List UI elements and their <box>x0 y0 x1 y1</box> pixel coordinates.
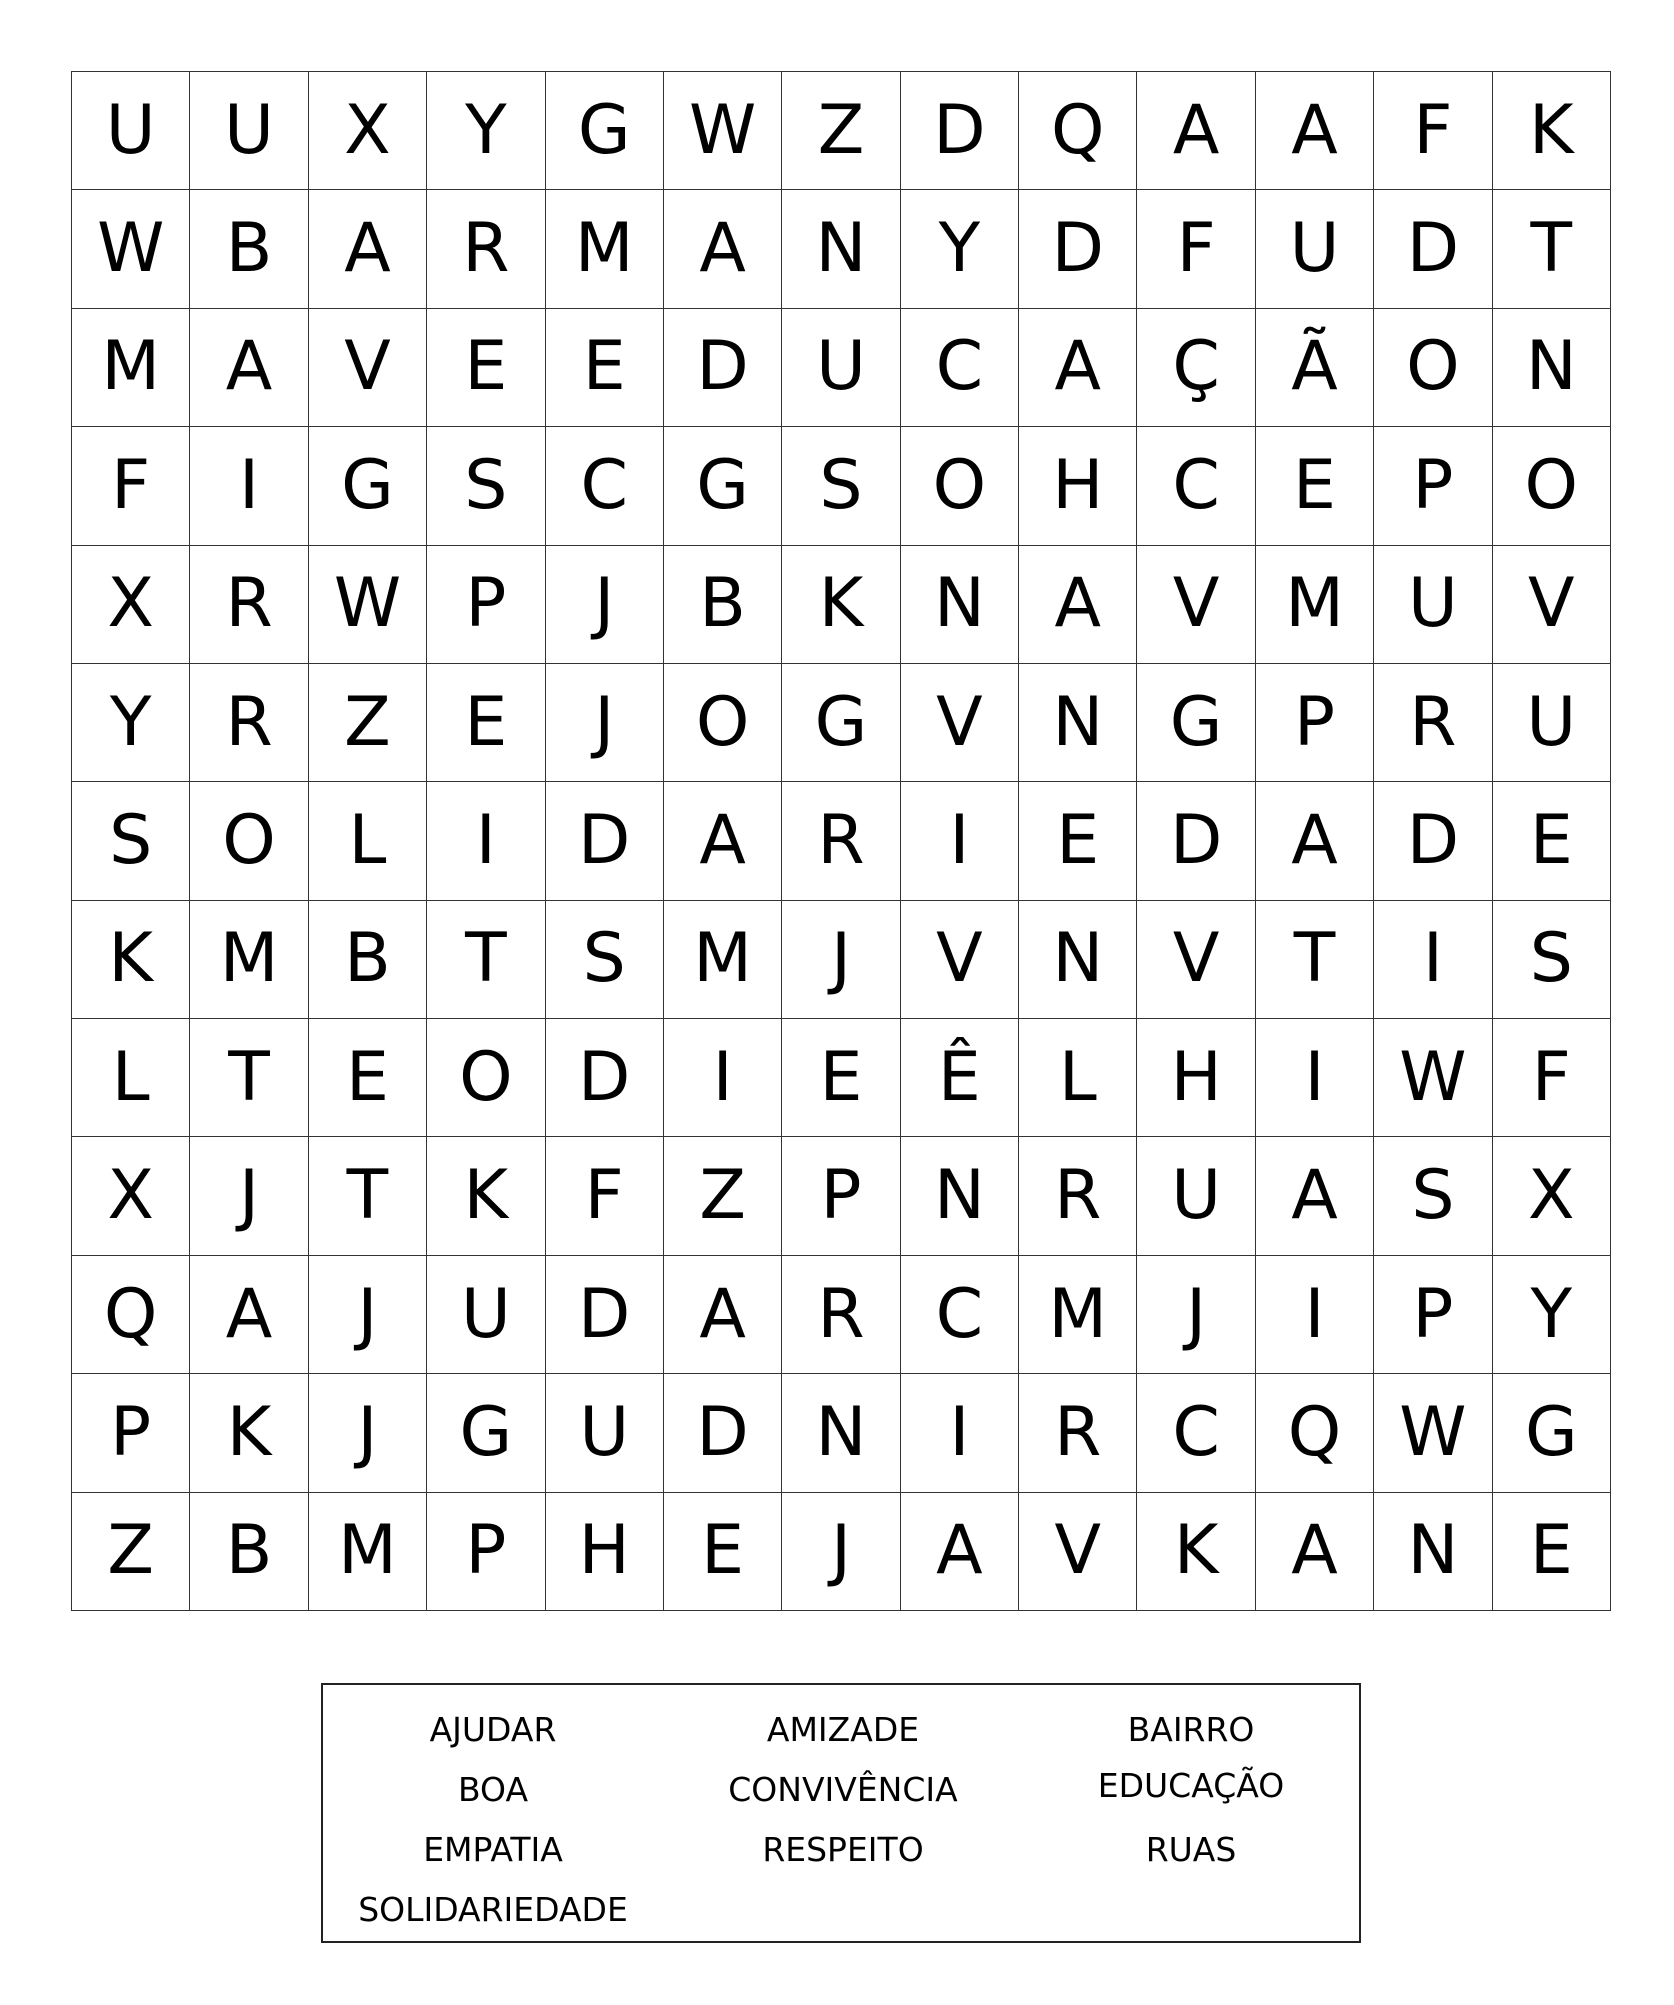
grid-cell[interactable]: U <box>190 72 308 190</box>
grid-cell[interactable]: S <box>72 782 190 900</box>
grid-cell[interactable]: N <box>1019 901 1137 1019</box>
grid-cell[interactable]: D <box>664 309 782 427</box>
grid-cell[interactable]: R <box>782 782 900 900</box>
grid-cell[interactable]: Ã <box>1256 309 1374 427</box>
grid-cell[interactable]: L <box>72 1019 190 1137</box>
grid-cell[interactable]: O <box>1493 427 1611 545</box>
word-list-box <box>321 1683 1361 1943</box>
grid-cell[interactable]: V <box>1137 546 1255 664</box>
grid-cell[interactable]: O <box>664 664 782 782</box>
grid-cell[interactable]: R <box>190 546 308 664</box>
grid-cell[interactable]: V <box>901 901 1019 1019</box>
word-item: BAIRRO <box>1127 1710 1255 1749</box>
word-item: RUAS <box>1145 1830 1237 1869</box>
grid-cell[interactable]: I <box>901 1374 1019 1492</box>
grid-cell[interactable]: D <box>546 1256 664 1374</box>
grid-cell[interactable]: Y <box>427 72 545 190</box>
grid-cell[interactable]: A <box>1256 1137 1374 1255</box>
grid-cell[interactable]: E <box>1019 782 1137 900</box>
word-item: EDUCAÇÃO <box>1097 1766 1285 1805</box>
grid-cell[interactable]: N <box>1493 309 1611 427</box>
grid-cell[interactable]: I <box>1256 1256 1374 1374</box>
word-item: EMPATIA <box>423 1830 563 1869</box>
grid-cell[interactable]: X <box>72 1137 190 1255</box>
grid-cell[interactable]: I <box>427 782 545 900</box>
grid-cell[interactable]: J <box>546 546 664 664</box>
grid-cell[interactable]: K <box>190 1374 308 1492</box>
grid-cell[interactable]: Z <box>309 664 427 782</box>
grid-cell[interactable]: U <box>1493 664 1611 782</box>
word-item: BOA <box>457 1770 529 1809</box>
grid-cell[interactable]: C <box>546 427 664 545</box>
grid-cell[interactable]: F <box>1137 190 1255 308</box>
grid-cell[interactable]: S <box>546 901 664 1019</box>
grid-cell[interactable]: C <box>901 1256 1019 1374</box>
grid-cell[interactable]: W <box>72 190 190 308</box>
grid-cell[interactable]: J <box>1137 1256 1255 1374</box>
grid-cell[interactable]: E <box>664 1493 782 1611</box>
grid-cell[interactable]: C <box>1137 1374 1255 1492</box>
grid-cell[interactable]: A <box>1019 546 1137 664</box>
grid-cell[interactable]: V <box>309 309 427 427</box>
grid-cell[interactable]: O <box>427 1019 545 1137</box>
grid-cell[interactable]: X <box>1493 1137 1611 1255</box>
grid-cell[interactable]: Q <box>1019 72 1137 190</box>
grid-cell[interactable]: S <box>427 427 545 545</box>
grid-cell[interactable]: F <box>72 427 190 545</box>
grid-cell[interactable]: D <box>901 72 1019 190</box>
word-search-grid <box>71 71 1611 1611</box>
grid-cell[interactable]: M <box>309 1493 427 1611</box>
grid-cell[interactable]: P <box>427 546 545 664</box>
grid-cell[interactable]: N <box>901 1137 1019 1255</box>
grid-cell[interactable]: H <box>546 1493 664 1611</box>
grid-cell[interactable]: T <box>427 901 545 1019</box>
grid-cell[interactable]: R <box>1374 664 1492 782</box>
grid-cell[interactable]: J <box>190 1137 308 1255</box>
grid-cell[interactable]: S <box>1493 901 1611 1019</box>
grid-cell[interactable]: A <box>1137 72 1255 190</box>
grid-cell[interactable]: E <box>427 664 545 782</box>
grid-cell[interactable]: R <box>190 664 308 782</box>
grid-cell[interactable]: N <box>901 546 1019 664</box>
grid-cell[interactable]: K <box>1493 72 1611 190</box>
grid-cell[interactable]: B <box>309 901 427 1019</box>
grid-cell[interactable]: J <box>546 664 664 782</box>
grid-cell[interactable]: U <box>1137 1137 1255 1255</box>
grid-cell[interactable]: E <box>782 1019 900 1137</box>
grid-cell[interactable]: R <box>1019 1374 1137 1492</box>
grid-cell[interactable]: N <box>782 1374 900 1492</box>
grid-cell[interactable]: P <box>782 1137 900 1255</box>
grid-cell[interactable]: T <box>1256 901 1374 1019</box>
grid-cell[interactable]: P <box>1374 1256 1492 1374</box>
grid-cell[interactable]: U <box>1256 190 1374 308</box>
grid-cell[interactable]: M <box>1256 546 1374 664</box>
grid-cell[interactable]: W <box>309 546 427 664</box>
word-item: AMIZADE <box>766 1710 920 1749</box>
grid-cell[interactable]: Z <box>782 72 900 190</box>
grid-cell[interactable]: E <box>1256 427 1374 545</box>
grid-cell[interactable]: L <box>309 782 427 900</box>
grid-cell[interactable]: G <box>1493 1374 1611 1492</box>
grid-cell[interactable]: I <box>1256 1019 1374 1137</box>
grid-cell[interactable]: G <box>1137 664 1255 782</box>
grid-cell[interactable]: T <box>1493 190 1611 308</box>
grid-cell[interactable]: C <box>901 309 1019 427</box>
grid-cell[interactable]: Q <box>72 1256 190 1374</box>
grid-cell[interactable]: E <box>309 1019 427 1137</box>
grid-cell[interactable]: F <box>1493 1019 1611 1137</box>
grid-cell[interactable]: I <box>190 427 308 545</box>
grid-cell[interactable]: V <box>1137 901 1255 1019</box>
grid-cell[interactable]: P <box>427 1493 545 1611</box>
grid-cell[interactable]: G <box>782 664 900 782</box>
grid-cell[interactable]: A <box>901 1493 1019 1611</box>
grid-cell[interactable]: M <box>1019 1256 1137 1374</box>
grid-cell[interactable]: Z <box>72 1493 190 1611</box>
grid-cell[interactable]: E <box>546 309 664 427</box>
grid-cell[interactable]: I <box>901 782 1019 900</box>
grid-cell[interactable]: V <box>1019 1493 1137 1611</box>
grid-cell[interactable]: B <box>190 1493 308 1611</box>
grid-cell[interactable]: F <box>546 1137 664 1255</box>
grid-cell[interactable]: A <box>664 190 782 308</box>
grid-cell[interactable]: P <box>1374 427 1492 545</box>
grid-cell[interactable]: K <box>72 901 190 1019</box>
grid-cell[interactable]: S <box>782 427 900 545</box>
grid-cell[interactable]: W <box>1374 1019 1492 1137</box>
grid-cell[interactable]: G <box>664 427 782 545</box>
grid-cell[interactable]: M <box>72 309 190 427</box>
grid-cell[interactable]: Ê <box>901 1019 1019 1137</box>
grid-cell[interactable]: P <box>1256 664 1374 782</box>
grid-cell[interactable]: J <box>309 1374 427 1492</box>
grid-cell[interactable]: D <box>1137 782 1255 900</box>
grid-cell[interactable]: I <box>664 1019 782 1137</box>
grid-cell[interactable]: E <box>1493 1493 1611 1611</box>
grid-cell[interactable]: U <box>1374 546 1492 664</box>
grid-cell[interactable]: A <box>1256 1493 1374 1611</box>
grid-cell[interactable]: S <box>1374 1137 1492 1255</box>
grid-cell[interactable]: F <box>1374 72 1492 190</box>
grid-cell[interactable]: G <box>427 1374 545 1492</box>
grid-cell[interactable]: T <box>190 1019 308 1137</box>
grid-cell[interactable]: I <box>1374 901 1492 1019</box>
grid-cell[interactable]: J <box>782 901 900 1019</box>
grid-cell[interactable]: X <box>309 72 427 190</box>
grid-cell[interactable]: G <box>309 427 427 545</box>
grid-cell[interactable]: O <box>190 782 308 900</box>
grid-cell[interactable]: V <box>901 664 1019 782</box>
word-item: SOLIDARIEDADE <box>358 1890 628 1929</box>
grid-cell[interactable]: D <box>664 1374 782 1492</box>
grid-cell[interactable]: E <box>1493 782 1611 900</box>
grid-cell[interactable]: Q <box>1256 1374 1374 1492</box>
grid-cell[interactable]: H <box>1137 1019 1255 1137</box>
grid-cell[interactable]: D <box>1019 190 1137 308</box>
grid-cell[interactable]: Ç <box>1137 309 1255 427</box>
grid-cell[interactable]: A <box>1256 72 1374 190</box>
grid-cell[interactable]: P <box>72 1374 190 1492</box>
grid-cell[interactable]: A <box>664 1256 782 1374</box>
grid-cell[interactable]: K <box>1137 1493 1255 1611</box>
grid-cell[interactable]: W <box>664 72 782 190</box>
grid-cell[interactable]: J <box>782 1493 900 1611</box>
grid-cell[interactable]: A <box>309 190 427 308</box>
grid-cell[interactable]: W <box>1374 1374 1492 1492</box>
grid-cell[interactable]: U <box>546 1374 664 1492</box>
grid-cell[interactable]: D <box>1374 782 1492 900</box>
grid-cell[interactable]: L <box>1019 1019 1137 1137</box>
grid-cell[interactable]: Y <box>901 190 1019 308</box>
grid-cell[interactable]: K <box>427 1137 545 1255</box>
grid-cell[interactable]: D <box>546 782 664 900</box>
grid-cell[interactable]: B <box>190 190 308 308</box>
grid-cell[interactable]: K <box>782 546 900 664</box>
grid-cell[interactable]: O <box>1374 309 1492 427</box>
grid-cell[interactable]: Y <box>72 664 190 782</box>
grid-cell[interactable]: U <box>72 72 190 190</box>
grid-cell[interactable]: A <box>664 782 782 900</box>
grid-cell[interactable]: E <box>427 309 545 427</box>
grid-cell[interactable]: M <box>664 901 782 1019</box>
grid-cell[interactable]: Y <box>1493 1256 1611 1374</box>
grid-cell[interactable]: H <box>1019 427 1137 545</box>
word-item: CONVIVÊNCIA <box>728 1770 958 1809</box>
word-item: RESPEITO <box>762 1830 924 1869</box>
grid-cell[interactable]: C <box>1137 427 1255 545</box>
grid-cell[interactable]: A <box>190 309 308 427</box>
grid-cell[interactable]: N <box>1374 1493 1492 1611</box>
grid-cell[interactable]: J <box>309 1256 427 1374</box>
grid-cell[interactable]: U <box>782 309 900 427</box>
grid-cell[interactable]: A <box>190 1256 308 1374</box>
word-item: AJUDAR <box>429 1710 557 1749</box>
grid-cell[interactable]: M <box>546 190 664 308</box>
grid-cell[interactable]: D <box>546 1019 664 1137</box>
grid-cell[interactable]: A <box>1019 309 1137 427</box>
grid-cell[interactable]: T <box>309 1137 427 1255</box>
grid-cell[interactable]: R <box>427 190 545 308</box>
grid-cell[interactable]: R <box>1019 1137 1137 1255</box>
grid-cell[interactable]: M <box>190 901 308 1019</box>
grid-cell[interactable]: Z <box>664 1137 782 1255</box>
grid-cell[interactable]: G <box>546 72 664 190</box>
grid-cell[interactable]: X <box>72 546 190 664</box>
grid-cell[interactable]: B <box>664 546 782 664</box>
grid-cell[interactable]: R <box>782 1256 900 1374</box>
grid-cell[interactable]: V <box>1493 546 1611 664</box>
grid-cell[interactable]: D <box>1374 190 1492 308</box>
grid-cell[interactable]: A <box>1256 782 1374 900</box>
grid-cell[interactable]: N <box>1019 664 1137 782</box>
grid-cell[interactable]: O <box>901 427 1019 545</box>
grid-cell[interactable]: U <box>427 1256 545 1374</box>
grid-cell[interactable]: N <box>782 190 900 308</box>
